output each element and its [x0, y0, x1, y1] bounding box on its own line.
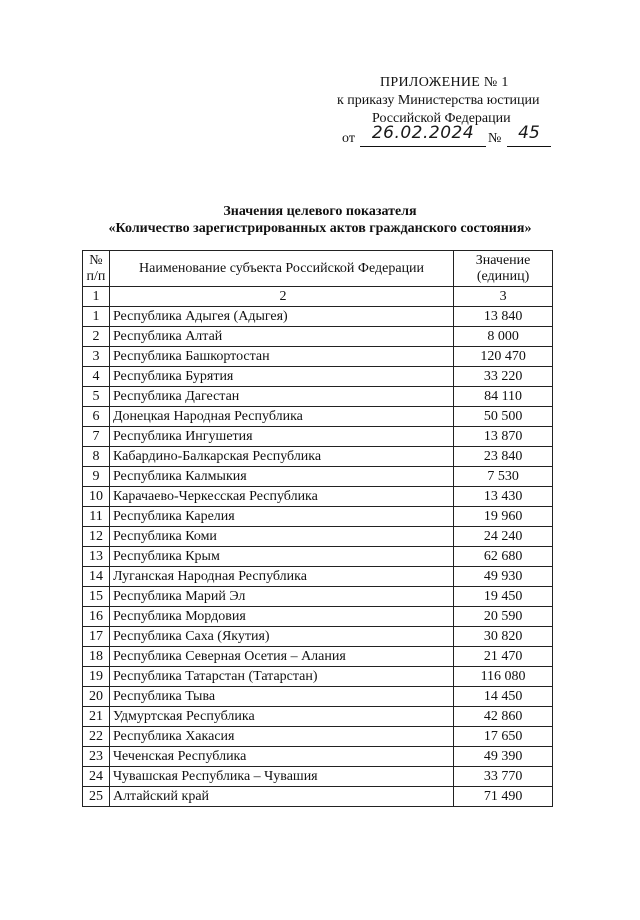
table-row	[83, 527, 553, 547]
row-number: 3	[83, 347, 110, 367]
indicator-value: 120 470	[454, 347, 553, 367]
subject-name: Чеченская Республика	[109, 747, 453, 767]
row-number: 7	[83, 427, 110, 447]
subject-name: Карачаево-Черкесская Республика	[109, 487, 453, 507]
handwritten-number: 45	[507, 124, 551, 147]
table-row	[83, 347, 553, 367]
subject-name: Республика Дагестан	[109, 387, 453, 407]
table-row	[83, 307, 553, 327]
table-row	[83, 407, 553, 427]
subject-name: Республика Северная Осетия – Алания	[109, 647, 453, 667]
subject-name: Республика Коми	[109, 527, 453, 547]
table-row	[83, 567, 553, 587]
subject-name: Республика Татарстан (Татарстан)	[109, 667, 453, 687]
table-row	[83, 467, 553, 487]
table-row	[83, 647, 553, 667]
table-row	[83, 627, 553, 647]
number-label: №	[488, 131, 502, 146]
table-body	[83, 287, 553, 807]
indicator-value: 20 590	[454, 607, 553, 627]
header-name: Наименование субъекта Российской Федерации	[109, 251, 453, 287]
row-number: 17	[83, 627, 110, 647]
column-number: 1	[83, 287, 110, 307]
row-number: 14	[83, 567, 110, 587]
table-row	[83, 447, 553, 467]
table-row	[83, 707, 553, 727]
subject-name: Алтайский край	[109, 787, 453, 807]
row-number: 21	[83, 707, 110, 727]
subject-name: Республика Мордовия	[109, 607, 453, 627]
indicator-value: 30 820	[454, 627, 553, 647]
title-line-1: Значения целевого показателя	[223, 204, 417, 219]
subject-name: Республика Тыва	[109, 687, 453, 707]
indicator-value: 13 870	[454, 427, 553, 447]
subject-name: Республика Саха (Якутия)	[109, 627, 453, 647]
row-number: 9	[83, 467, 110, 487]
row-number: 12	[83, 527, 110, 547]
indicator-value: 17 650	[454, 727, 553, 747]
header-number: № п/п	[83, 251, 110, 287]
document-title	[60, 203, 580, 237]
subject-name: Республика Адыгея (Адыгея)	[109, 307, 453, 327]
indicator-value: 8 000	[454, 327, 553, 347]
subject-name: Республика Алтай	[109, 327, 453, 347]
indicator-value: 50 500	[454, 407, 553, 427]
table-row	[83, 387, 553, 407]
indicator-value: 33 770	[454, 767, 553, 787]
column-number: 2	[109, 287, 453, 307]
subject-name: Удмуртская Республика	[109, 707, 453, 727]
table-row	[83, 747, 553, 767]
subject-name: Республика Карелия	[109, 507, 453, 527]
row-number: 11	[83, 507, 110, 527]
table-row	[83, 487, 553, 507]
appendix-header	[332, 74, 572, 150]
table-row	[83, 667, 553, 687]
column-number-row	[83, 287, 553, 307]
row-number: 24	[83, 767, 110, 787]
indicator-value: 24 240	[454, 527, 553, 547]
indicator-value: 49 390	[454, 747, 553, 767]
indicator-value: 49 930	[454, 567, 553, 587]
indicator-value: 13 840	[454, 307, 553, 327]
from-label: от	[342, 131, 355, 146]
subject-name: Луганская Народная Республика	[109, 567, 453, 587]
row-number: 18	[83, 647, 110, 667]
table-row	[83, 767, 553, 787]
subject-name: Республика Хакасия	[109, 727, 453, 747]
table-row	[83, 687, 553, 707]
federation-line: Российской Федерации	[372, 111, 511, 126]
subject-name: Республика Бурятия	[109, 367, 453, 387]
indicator-value: 71 490	[454, 787, 553, 807]
indicator-value: 21 470	[454, 647, 553, 667]
row-number: 22	[83, 727, 110, 747]
table-row	[83, 547, 553, 567]
row-number: 4	[83, 367, 110, 387]
indicator-value: 62 680	[454, 547, 553, 567]
row-number: 19	[83, 667, 110, 687]
table-row	[83, 727, 553, 747]
row-number: 8	[83, 447, 110, 467]
table-row	[83, 607, 553, 627]
indicator-value: 19 450	[454, 587, 553, 607]
order-date-number	[332, 123, 572, 150]
table-row	[83, 427, 553, 447]
column-number: 3	[454, 287, 553, 307]
subject-name: Республика Ингушетия	[109, 427, 453, 447]
table-row	[83, 367, 553, 387]
order-reference: к приказу Министерства юстиции	[337, 93, 540, 108]
table-row	[83, 327, 553, 347]
subject-name: Кабардино-Балкарская Республика	[109, 447, 453, 467]
subject-name: Чувашская Республика – Чувашия	[109, 767, 453, 787]
subject-name: Республика Крым	[109, 547, 453, 567]
subject-name: Донецкая Народная Республика	[109, 407, 453, 427]
indicator-value: 84 110	[454, 387, 553, 407]
indicator-value: 42 860	[454, 707, 553, 727]
row-number: 1	[83, 307, 110, 327]
table-row	[83, 507, 553, 527]
row-number: 16	[83, 607, 110, 627]
header-value: Значение (единиц)	[454, 251, 553, 287]
indicator-value: 33 220	[454, 367, 553, 387]
indicator-value: 23 840	[454, 447, 553, 467]
indicator-value: 13 430	[454, 487, 553, 507]
row-number: 5	[83, 387, 110, 407]
row-number: 2	[83, 327, 110, 347]
handwritten-date: 26.02.2024	[360, 124, 486, 147]
indicator-value: 14 450	[454, 687, 553, 707]
appendix-title: ПРИЛОЖЕНИЕ № 1	[380, 75, 509, 90]
subject-name: Республика Калмыкия	[109, 467, 453, 487]
subject-name: Республика Башкортостан	[109, 347, 453, 367]
row-number: 25	[83, 787, 110, 807]
indicator-value: 19 960	[454, 507, 553, 527]
row-number: 13	[83, 547, 110, 567]
row-number: 15	[83, 587, 110, 607]
row-number: 6	[83, 407, 110, 427]
title-line-2: «Количество зарегистрированных актов гражданского состояния»	[108, 221, 532, 236]
subject-name: Республика Марий Эл	[109, 587, 453, 607]
row-number: 20	[83, 687, 110, 707]
row-number: 10	[83, 487, 110, 507]
indicator-table	[82, 250, 553, 807]
indicator-value: 116 080	[454, 667, 553, 687]
table-row	[83, 787, 553, 807]
table-row	[83, 587, 553, 607]
table-header-row	[83, 251, 553, 287]
indicator-value: 7 530	[454, 467, 553, 487]
row-number: 23	[83, 747, 110, 767]
